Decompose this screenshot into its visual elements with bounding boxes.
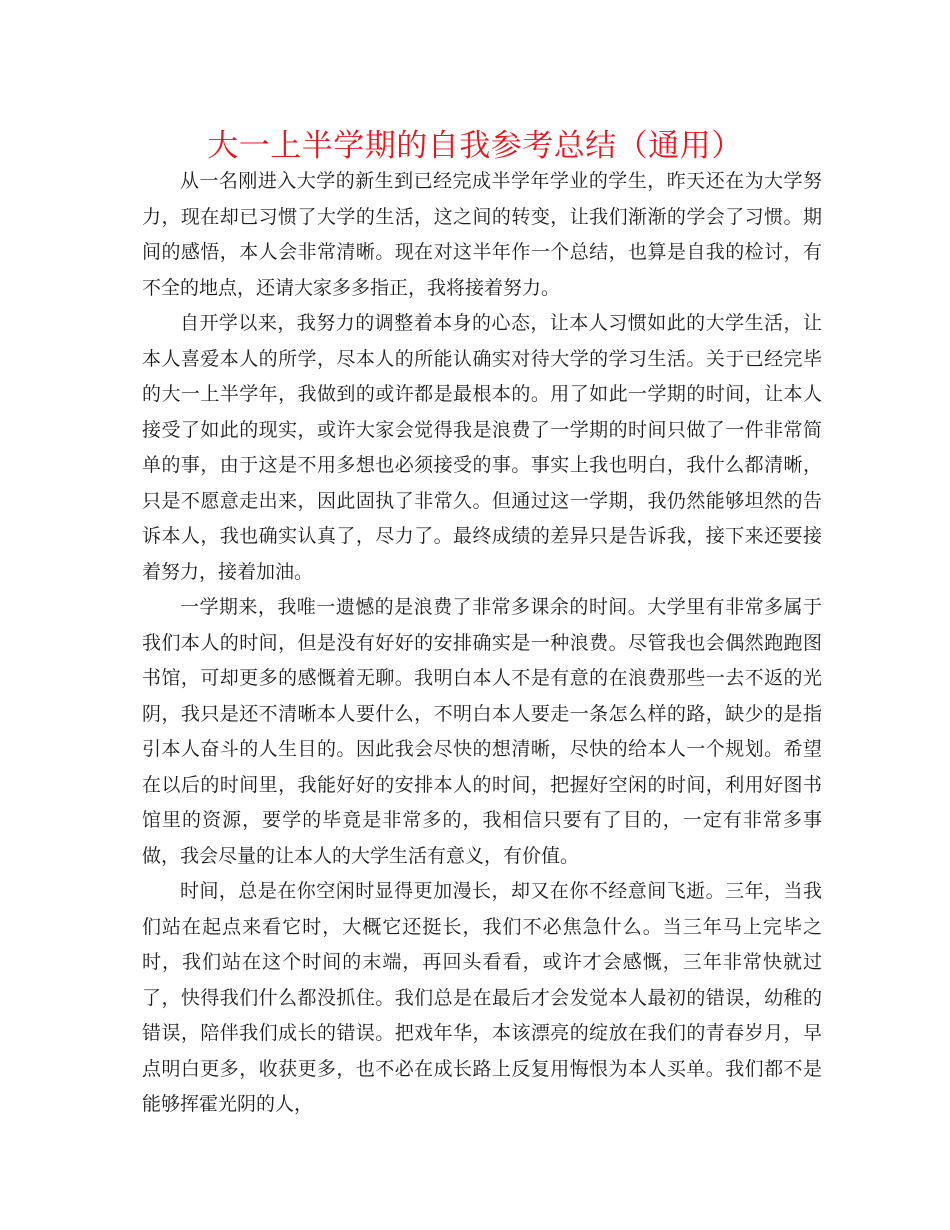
document-body [142, 164, 822, 1123]
paragraph-3: 一学期来，我唯一遗憾的是浪费了非常多课余的时间。大学里有非常多属于我们本人的时间，但是没有好好的安排确实是一种浪费。尽管我也会偶然跑跑图书馆，可却更多的感慨着无聊。我明白本人不是有意的在浪费那些一去不返的光阴，我只是还不清晰本人要什么，不明白本人要走一条怎么样的路，缺少的是指引本人奋斗的人生目的。因此我会尽快的想清晰，尽快的给本人一个规划。希望在以后的时间里，我能好好的安排本人的时间，把握好空闲的时间，利用好图书馆里的资源，要学的毕竟是非常多的，我相信只要有了目的，一定有非常多事做，我会尽量的让本人的大学生活有意义，有价值。 [142, 596, 822, 867]
paragraph-1: 从一名刚进入大学的新生到已经完成半学年学业的学生，昨天还在为大学努力，现在却已习惯了大学的生活，这之间的转变，让我们渐渐的学会了习惯。期间的感悟，本人会非常清晰。现在对这半年作一个总结，也算是自我的检讨，有不全的地点，还请大家多多指正，我将接着努力。 [142, 170, 822, 299]
document-title: 大一上半学期的自我参考总结（通用） [207, 128, 743, 164]
paragraph-4: 时间，总是在你空闲时显得更加漫长，却又在你不经意间飞逝。三年，当我们站在起点来看它时，大概它还挺长，我们不必焦急什么。当三年马上完毕之时，我们站在这个时间的末端，再回头看看，或许才会感慨，三年非常快就过了，快得我们什么都没抓住。我们总是在最后才会发觉本人最初的错误，幼稚的错误，陪伴我们成长的错误。把戏年华，本该漂亮的绽放在我们的青春岁月，早点明白更多，收获更多，也不必在成长路上反复用悔恨为本人买单。我们都不是能够挥霍光阴的人， [142, 880, 822, 1115]
paragraph-2: 自开学以来，我努力的调整着本身的心态，让本人习惯如此的大学生活，让本人喜爱本人的所学，尽本人的所能认确实对待大学的学习生活。关于已经完毕的大一上半学年，我做到的或许都是最根本的。用了如此一学期的时间，让本人接受了如此的现实，或许大家会觉得我是浪费了一学期的时间只做了一件非常简单的事，由于这是不用多想也必须接受的事。事实上我也明白，我什么都清晰，只是不愿意走出来，因此固执了非常久。但通过这一学期，我仍然能够坦然的告诉本人，我也确实认真了，尽力了。最终成绩的差异只是告诉我，接下来还要接着努力，接着加油。 [142, 312, 822, 583]
